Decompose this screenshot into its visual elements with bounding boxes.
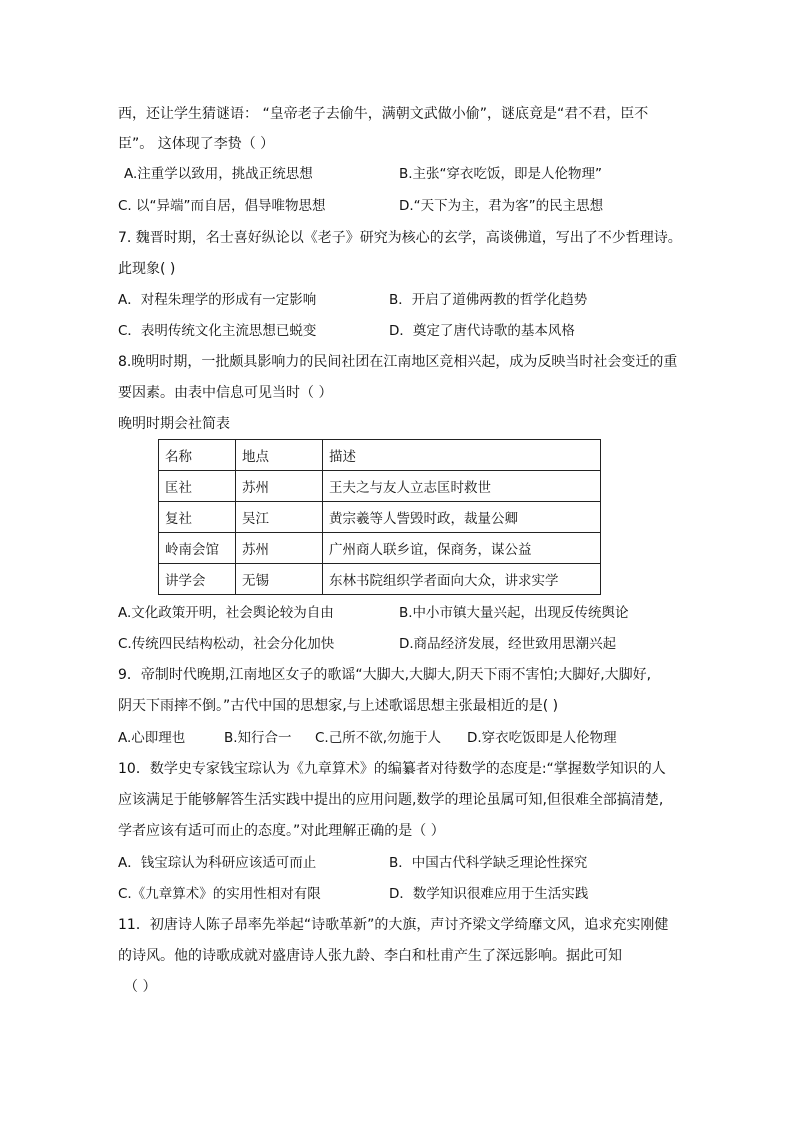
q8-table-caption: 晚明时期会社简表 [118, 416, 230, 432]
table-header-cell: 描述 [323, 440, 601, 471]
q10-option-c[interactable]: C.《九章算术》的实用性相对有限 [118, 886, 321, 902]
q9-option-a[interactable]: A.心即理也 [118, 730, 186, 746]
table-cell: 王夫之与友人立志匡时救世 [323, 471, 601, 502]
q6-option-c[interactable]: C. 以“异端”而自居，倡导唯物思想 [118, 198, 326, 214]
table-header-cell: 地点 [236, 440, 323, 471]
q11-stem-line-1: 11．初唐诗人陈子昂率先举起“诗歌革新”的大旗，声讨齐梁文学绮靡文风，追求充实刚健 [118, 917, 669, 933]
q8-stem-line-2: 要因素。由表中信息可见当时（ ） [118, 385, 333, 401]
society-table [158, 439, 601, 595]
table-cell: 黄宗羲等人訾毁时政，裁量公卿 [323, 502, 601, 533]
table-cell: 岭南会馆 [159, 533, 236, 564]
q10-stem-line-3: 学者应该有适可而止的态度。”对此理解正确的是（ ） [118, 823, 445, 839]
table-row [159, 502, 601, 533]
q6-option-a[interactable]: A.注重学以致用，挑战正统思想 [124, 166, 313, 182]
q10-option-d[interactable]: D．数学知识很难应用于生活实践 [389, 886, 589, 902]
table-row [159, 471, 601, 502]
q10-stem-line-2: 应该满足于能够解答生活实践中提出的应用问题,数学的理论虽属可知,但很难全部搞清楚, [118, 792, 664, 808]
table-cell: 讲学会 [159, 564, 236, 595]
table-cell: 匡社 [159, 471, 236, 502]
q10-option-a[interactable]: A．钱宝琮认为科研应该适可而止 [118, 855, 317, 871]
table-cell: 广州商人联乡谊，保商务，谋公益 [323, 533, 601, 564]
q9-option-d[interactable]: D.穿衣吃饭即是人伦物理 [467, 730, 617, 746]
q9-stem-line-1: 9．帝制时代晚期,江南地区女子的歌谣“大脚大,大脚大,阴天下雨不害怕;大脚好,大脚好, [118, 667, 652, 683]
q6-option-b[interactable]: B.主张“穿衣吃饭，即是人伦物理” [399, 166, 603, 182]
table-header-row [159, 440, 601, 471]
table-cell: 东林书院组织学者面向大众，讲求实学 [323, 564, 601, 595]
q7-option-b[interactable]: B．开启了道佛两教的哲学化趋势 [389, 292, 588, 308]
table-cell: 吴江 [236, 502, 323, 533]
q8-option-a[interactable]: A.文化政策开明，社会舆论较为自由 [118, 605, 334, 621]
table-row [159, 564, 601, 595]
q10-option-b[interactable]: B．中国古代科学缺乏理论性探究 [389, 855, 588, 871]
q9-option-c[interactable]: C.己所不欲,勿施于人 [315, 730, 442, 746]
table-cell: 复社 [159, 502, 236, 533]
q7-option-a[interactable]: A．对程朱理学的形成有一定影响 [118, 292, 317, 308]
table-row [159, 533, 601, 564]
q7-option-d[interactable]: D．奠定了唐代诗歌的基本风格 [389, 323, 575, 339]
q6-stem-line-2: 臣”。 这体现了李贽（ ） [118, 136, 275, 152]
q7-stem-line-1: 7. 魏晋时期，名士喜好纵论以《老子》研究为核心的玄学，高谈佛道，写出了不少哲理诗。 [118, 230, 682, 246]
q10-stem-line-1: 10．数学史专家钱宝琮认为《九章算术》的编纂者对待数学的态度是:“掌握数学知识的人 [118, 761, 666, 777]
table-cell: 苏州 [236, 471, 323, 502]
q8-option-d[interactable]: D.商品经济发展，经世致用思潮兴起 [399, 636, 617, 652]
q6-stem-line-1: 西，还让学生猜谜语： “皇帝老子去偷牛，满朝文武做小偷”，谜底竟是“君不君，臣不 [118, 106, 649, 122]
q7-stem-line-2: 此现象( ) [118, 261, 176, 277]
table-cell: 苏州 [236, 533, 323, 564]
q9-stem-line-2: 阴天下雨摔不倒。”古代中国的思想家,与上述歌谣思想主张最相近的是( ) [118, 698, 559, 714]
q7-option-c[interactable]: C．表明传统文化主流思想已蜕变 [118, 323, 317, 339]
table-header-cell: 名称 [159, 440, 236, 471]
q9-option-b[interactable]: B.知行合一 [224, 730, 292, 746]
q6-option-d[interactable]: D.“天下为主，君为客”的民主思想 [399, 198, 604, 214]
q11-stem-line-2: 的诗风。他的诗歌成就对盛唐诗人张九龄、李白和杜甫产生了深远影响。据此可知 [118, 948, 622, 964]
q8-option-b[interactable]: B.中小市镇大量兴起，出现反传统舆论 [399, 605, 629, 621]
q8-option-c[interactable]: C.传统四民结构松动，社会分化加快 [118, 636, 335, 652]
q11-stem-line-3: （ ） [124, 979, 157, 995]
q8-stem-line-1: 8.晚明时期，一批颇具影响力的民间社团在江南地区竞相兴起，成为反映当时社会变迁的重 [118, 354, 678, 370]
table-cell: 无锡 [236, 564, 323, 595]
